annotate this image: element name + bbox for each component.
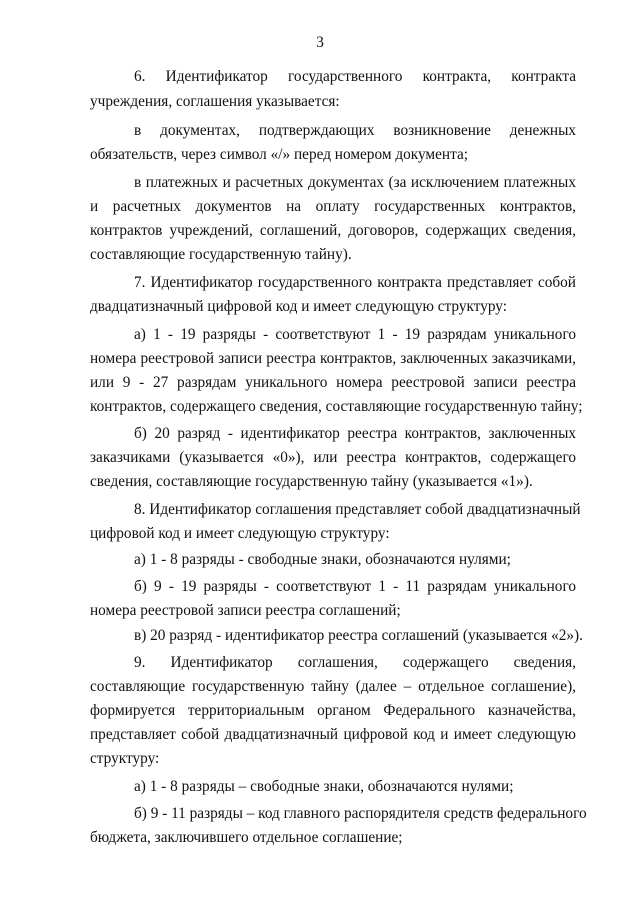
- text-line: или 9 - 27 разрядам уникального номера реестровой записи реестра: [90, 374, 576, 391]
- text-line: 6. Идентификатор государственного контракта, контракта: [134, 68, 576, 85]
- text-line: составляющие государственную тайну (далее – отдельное соглашение),: [90, 678, 576, 695]
- text-line: составляющие государственную тайну).: [90, 246, 352, 263]
- text-line: контрактов, содержащего сведения, составляющие государственную тайну;: [90, 398, 583, 415]
- text-line: 7. Идентификатор государственного контракта представляет собой: [134, 274, 576, 291]
- text-line: бюджета, заключившего отдельное соглашение;: [90, 829, 403, 846]
- text-line: 9. Идентификатор соглашения, содержащего сведения,: [134, 654, 576, 671]
- text-line: и расчетных документов на оплату государственных контрактов,: [90, 198, 576, 215]
- text-line: а) 1 - 8 разряды - свободные знаки, обозначаются нулями;: [134, 551, 511, 568]
- text-line: а) 1 - 8 разряды – свободные знаки, обозначаются нулями;: [134, 778, 514, 795]
- text-line: в) 20 разряд - идентификатор реестра соглашений (указывается «2»).: [134, 627, 583, 644]
- text-line: структуру:: [90, 750, 160, 767]
- text-line: б) 9 - 19 разряды - соответствуют 1 - 11 разрядам уникального: [134, 578, 576, 595]
- text-line: б) 9 - 11 разряды – код главного распорядителя средств федерального: [134, 805, 587, 822]
- text-line: обязательств, через символ «/» перед номером документа;: [90, 146, 468, 163]
- text-line: формируется территориальным органом Федерального казначейства,: [90, 702, 576, 719]
- text-line: 8. Идентификатор соглашения представляет собой двадцатизначный: [134, 501, 581, 518]
- text-line: заказчиками (указывается «0»), или реестра контрактов, содержащего: [90, 449, 576, 466]
- text-line: контрактов учреждений, соглашений, договоров, содержащих сведения,: [90, 222, 576, 239]
- text-line: а) 1 - 19 разряды - соответствуют 1 - 19 разрядам уникального: [134, 326, 576, 343]
- text-line: двадцатизначный цифровой код и имеет следующую структуру:: [90, 298, 508, 315]
- text-line: в платежных и расчетных документах (за исключением платежных: [134, 174, 576, 191]
- text-line: номера реестровой записи реестра соглашений;: [90, 602, 401, 619]
- text-line: номера реестровой записи реестра контрактов, заключенных заказчиками,: [90, 350, 576, 367]
- page-number: 3: [316, 34, 324, 51]
- text-line: в документах, подтверждающих возникновение денежных: [134, 122, 576, 139]
- text-line: цифровой код и имеет следующую структуру:: [90, 525, 390, 542]
- text-line: б) 20 разряд - идентификатор реестра контрактов, заключенных: [134, 425, 576, 442]
- text-line: сведения, составляющие государственную тайну (указывается «1»).: [90, 473, 533, 490]
- text-line: учреждения, соглашения указывается:: [90, 93, 340, 110]
- text-line: представляет собой двадцатизначный цифровой код и имеет следующую: [90, 726, 576, 743]
